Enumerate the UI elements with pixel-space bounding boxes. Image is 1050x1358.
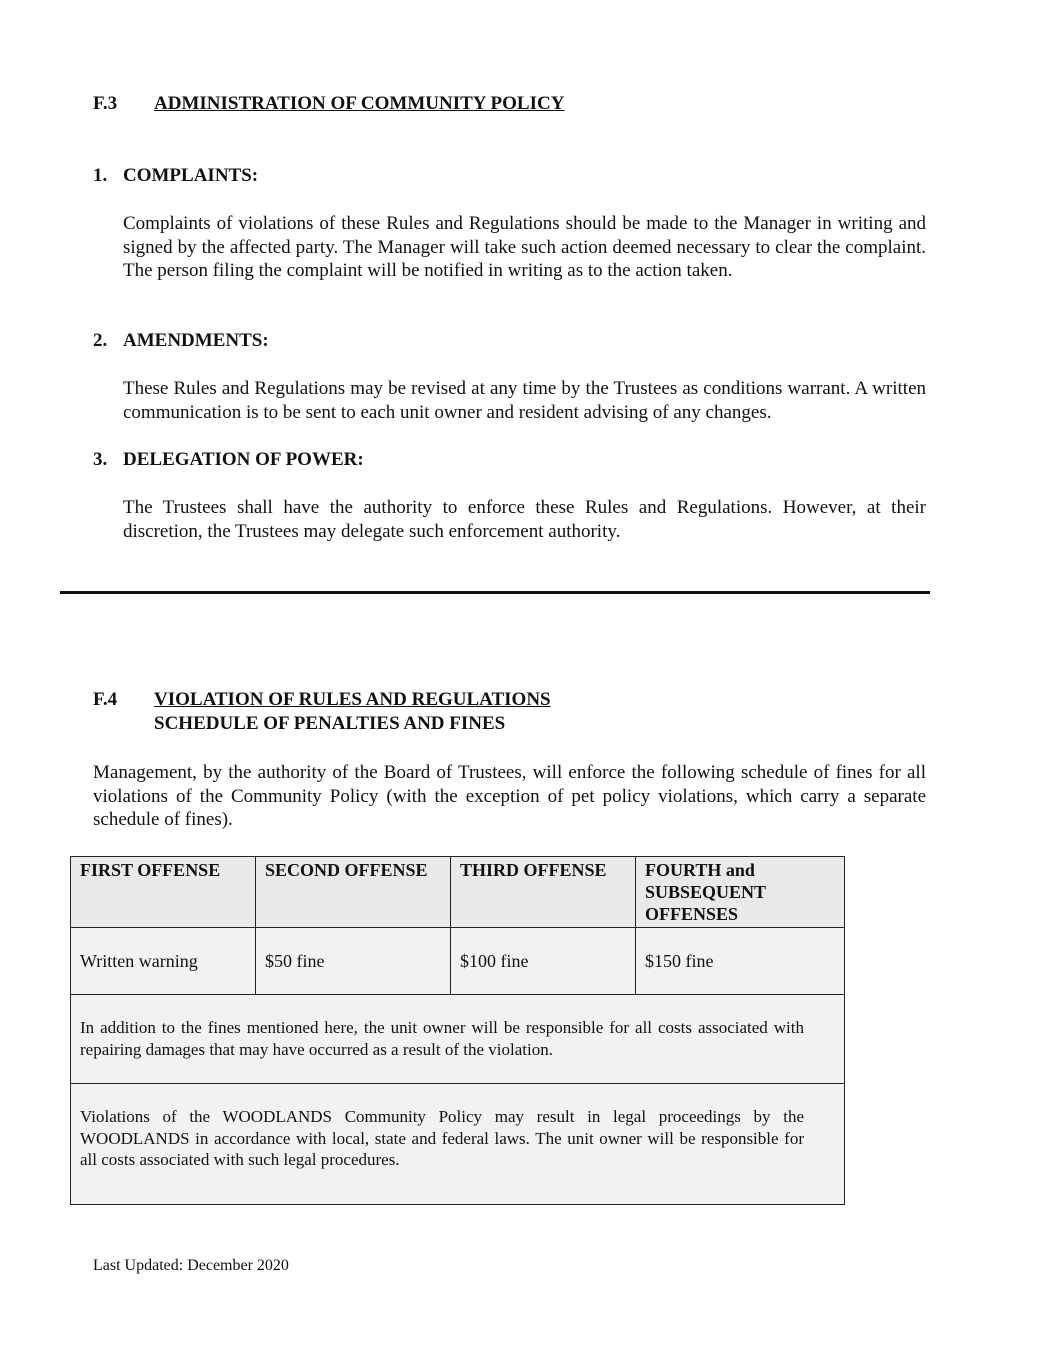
delegation-paragraph: The Trustees shall have the authority to enforce these Rules and Regulations. However, at their discretion, the Trustees may delegate such enforcement authority.	[123, 497, 926, 542]
section-divider	[60, 591, 930, 594]
table-row	[71, 995, 845, 1084]
section-f4-number: F.4	[93, 689, 118, 710]
section-f3-number: F.3	[93, 93, 118, 114]
value-third-offense: $100 fine	[451, 928, 636, 995]
last-updated-footer: Last Updated: December 2020	[93, 1257, 289, 1274]
value-second-offense: $50 fine	[256, 928, 451, 995]
value-fourth-offense: $150 fine	[636, 928, 845, 995]
header-third-offense: THIRD OFFENSE	[451, 857, 636, 928]
complaints-paragraph: Complaints of violations of these Rules and Regulations should be made to the Manager in writing and signed by the affected party. The Manager will take such action deemed necessary to clear the complaint. The person filing the complaint will be notified in writing as to the action taken.	[123, 213, 926, 281]
legal-note: Violations of the WOODLANDS Community Policy may result in legal proceedings by the WOODLANDS in accordance with local, state and federal laws. The unit owner will be responsible for all costs associated with such legal procedures.	[71, 1084, 845, 1205]
item-heading-label: DELEGATION OF POWER:	[123, 449, 364, 470]
damages-note: In addition to the fines mentioned here, the unit owner will be responsible for all costs associated with repairing damages that may have occurred as a result of the violation.	[71, 995, 845, 1084]
item-number: 3.	[93, 449, 108, 470]
item-delegation-heading	[93, 449, 364, 471]
amendments-paragraph: These Rules and Regulations may be revised at any time by the Trustees as conditions warrant. A written communication is to be sent to each unit owner and resident advising of any changes.	[123, 378, 926, 423]
item-number: 2.	[93, 330, 108, 351]
table-row	[71, 1084, 845, 1205]
table-header-row	[71, 857, 845, 928]
header-second-offense: SECOND OFFENSE	[256, 857, 451, 928]
item-heading-label: COMPLAINTS:	[123, 165, 259, 186]
header-fourth-offense: FOURTH and SUBSEQUENT OFFENSES	[636, 857, 845, 928]
table-row	[71, 928, 845, 995]
fines-intro-paragraph: Management, by the authority of the Board of Trustees, will enforce the following schedule of fines for all violations of the Community Policy (with the exception of pet policy violations, which carry a separate schedule of fines).	[93, 762, 926, 830]
value-first-offense: Written warning	[71, 928, 256, 995]
item-heading-label: AMENDMENTS:	[123, 330, 269, 351]
item-number: 1.	[93, 165, 108, 186]
section-f3-title: ADMINISTRATION OF COMMUNITY POLICY	[154, 93, 565, 114]
item-amendments-heading	[93, 330, 269, 352]
header-first-offense: FIRST OFFENSE	[71, 857, 256, 928]
fines-table	[70, 856, 845, 1205]
section-f4-title: VIOLATION OF RULES AND REGULATIONS	[154, 689, 551, 710]
item-complaints-heading	[93, 165, 258, 187]
section-f4-subtitle: SCHEDULE OF PENALTIES AND FINES	[154, 713, 506, 734]
